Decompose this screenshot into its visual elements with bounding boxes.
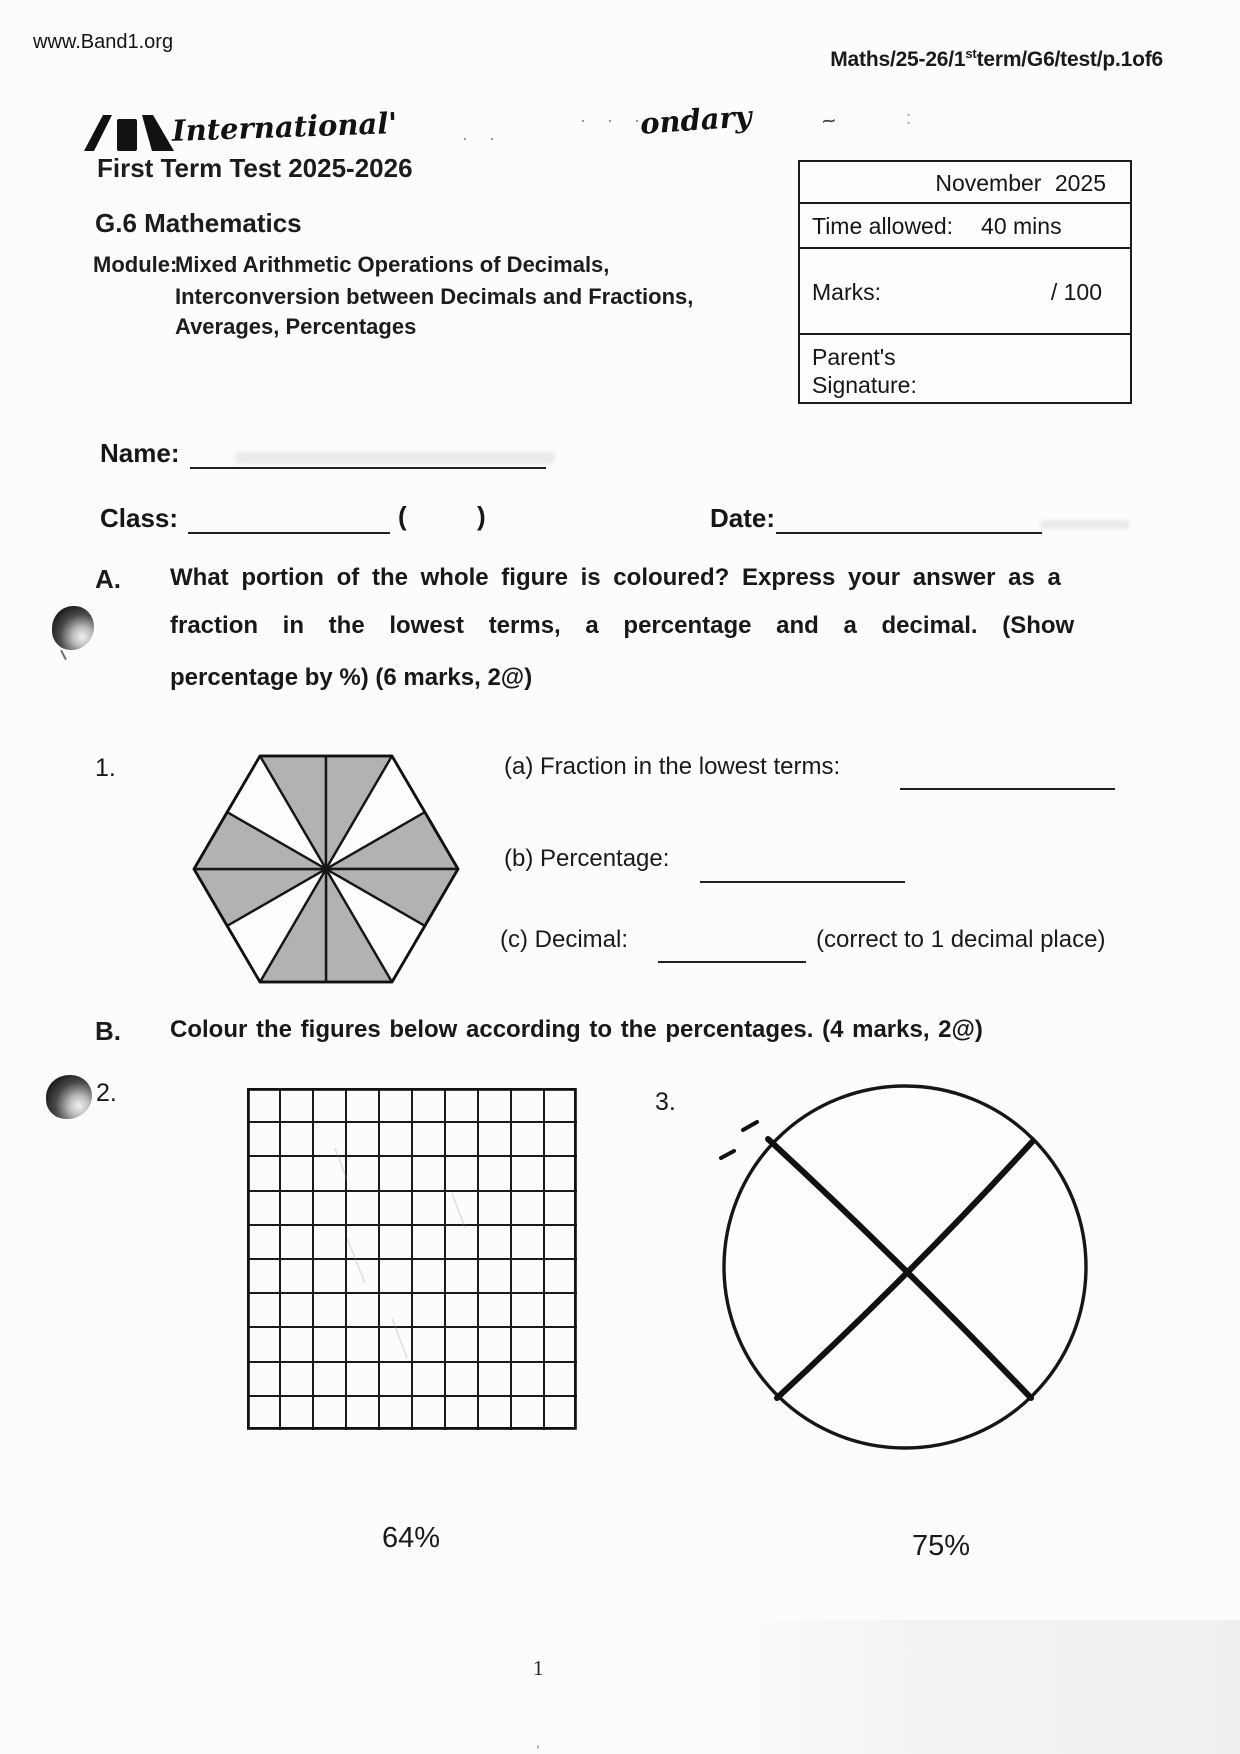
question-2-number: 2. bbox=[96, 1079, 117, 1107]
question-2-percentage: 64% bbox=[382, 1522, 441, 1554]
section-a-instruction-line3: percentage by %) (6 marks, 2@) bbox=[170, 664, 533, 691]
date-label: Date: bbox=[710, 503, 776, 533]
question-1-number: 1. bbox=[95, 754, 116, 782]
question-1c-answer-line bbox=[658, 961, 806, 963]
name-label: Name: bbox=[100, 438, 180, 468]
question-1a-label: (a) Fraction in the lowest terms: bbox=[504, 753, 841, 780]
scan-speck: , bbox=[536, 1734, 540, 1750]
school-logo-icon bbox=[80, 110, 180, 156]
module-label: Module: bbox=[93, 252, 178, 277]
document-reference-code: Maths/25-26/1stterm/G6/test/p.1of6 bbox=[830, 46, 1163, 71]
scan-ink-dots: · · · bbox=[580, 110, 648, 130]
question-1c-label: (c) Decimal: bbox=[500, 926, 629, 953]
question-1c-note: (correct to 1 decimal place) bbox=[816, 926, 1106, 953]
marks-cell bbox=[800, 249, 1130, 335]
subject-title: G.6 Mathematics bbox=[95, 208, 302, 238]
scan-ink-dots: : bbox=[906, 108, 912, 128]
marks-total-value: / 100 bbox=[1050, 279, 1102, 305]
section-a-instruction-line1: What portion of the whole figure is coloured? Express your answer as a bbox=[170, 564, 1061, 591]
marks-label: Marks: bbox=[812, 279, 881, 305]
circle-quarters-figure bbox=[705, 1070, 1115, 1468]
scan-ink-dots: · · bbox=[462, 128, 503, 148]
question-3-percentage: 75% bbox=[912, 1530, 971, 1562]
parent-signature-cell bbox=[800, 335, 1130, 404]
section-b-label: B. bbox=[95, 1016, 121, 1046]
class-label: Class: bbox=[100, 503, 179, 533]
hole-punch-artifact bbox=[60, 650, 67, 661]
section-a-instruction-line2: fraction in the lowest terms, a percentage and a decimal. (Show bbox=[170, 612, 1075, 639]
superscript-st: st bbox=[965, 46, 977, 61]
name-blank-line bbox=[190, 467, 546, 469]
pencil-smudge bbox=[1040, 520, 1130, 529]
class-number-paren-open: ( bbox=[398, 501, 407, 531]
hole-punch-artifact bbox=[52, 606, 94, 650]
exam-date-cell: November 2025 bbox=[800, 162, 1130, 204]
class-blank-line bbox=[188, 532, 390, 534]
scan-shading-artifact bbox=[730, 1620, 1240, 1754]
test-title: First Term Test 2025-2026 bbox=[97, 153, 413, 183]
time-allowed-label: Time allowed: bbox=[812, 213, 954, 239]
time-allowed-cell bbox=[800, 204, 1130, 249]
module-topic-line3: Averages, Percentages bbox=[175, 314, 417, 339]
question-1b-label: (b) Percentage: bbox=[504, 845, 670, 872]
hexagon-figure bbox=[190, 750, 462, 986]
handwritten-squiggle: ~ bbox=[820, 107, 838, 136]
module-topic-line2: Interconversion between Decimals and Fractions, bbox=[175, 284, 694, 309]
date-blank-line bbox=[776, 532, 1042, 534]
site-watermark: www.Band1.org bbox=[33, 31, 174, 53]
question-1a-answer-line bbox=[900, 788, 1115, 790]
exam-info-box bbox=[798, 160, 1132, 404]
signature-label-line1: Parent's bbox=[812, 344, 896, 370]
question-3-number: 3. bbox=[655, 1088, 676, 1116]
signature-label-line2: Signature: bbox=[812, 372, 917, 398]
page-number: 1 bbox=[533, 1656, 544, 1680]
class-number-paren-close: ) bbox=[477, 501, 486, 531]
time-allowed-value: 40 mins bbox=[981, 213, 1062, 239]
question-1b-answer-line bbox=[700, 881, 905, 883]
section-a-label: A. bbox=[95, 564, 121, 594]
section-b-instruction: Colour the figures below according to the percentages. (4 marks, 2@) bbox=[170, 1016, 983, 1043]
handwritten-school-name-left: International' bbox=[171, 106, 398, 148]
hole-punch-artifact bbox=[46, 1075, 92, 1119]
module-topic-line1: Mixed Arithmetic Operations of Decimals, bbox=[175, 252, 610, 277]
hundred-square-grid-figure bbox=[247, 1088, 577, 1430]
pencil-smudge bbox=[235, 452, 555, 464]
handwritten-school-name-right: ondary bbox=[638, 99, 753, 141]
